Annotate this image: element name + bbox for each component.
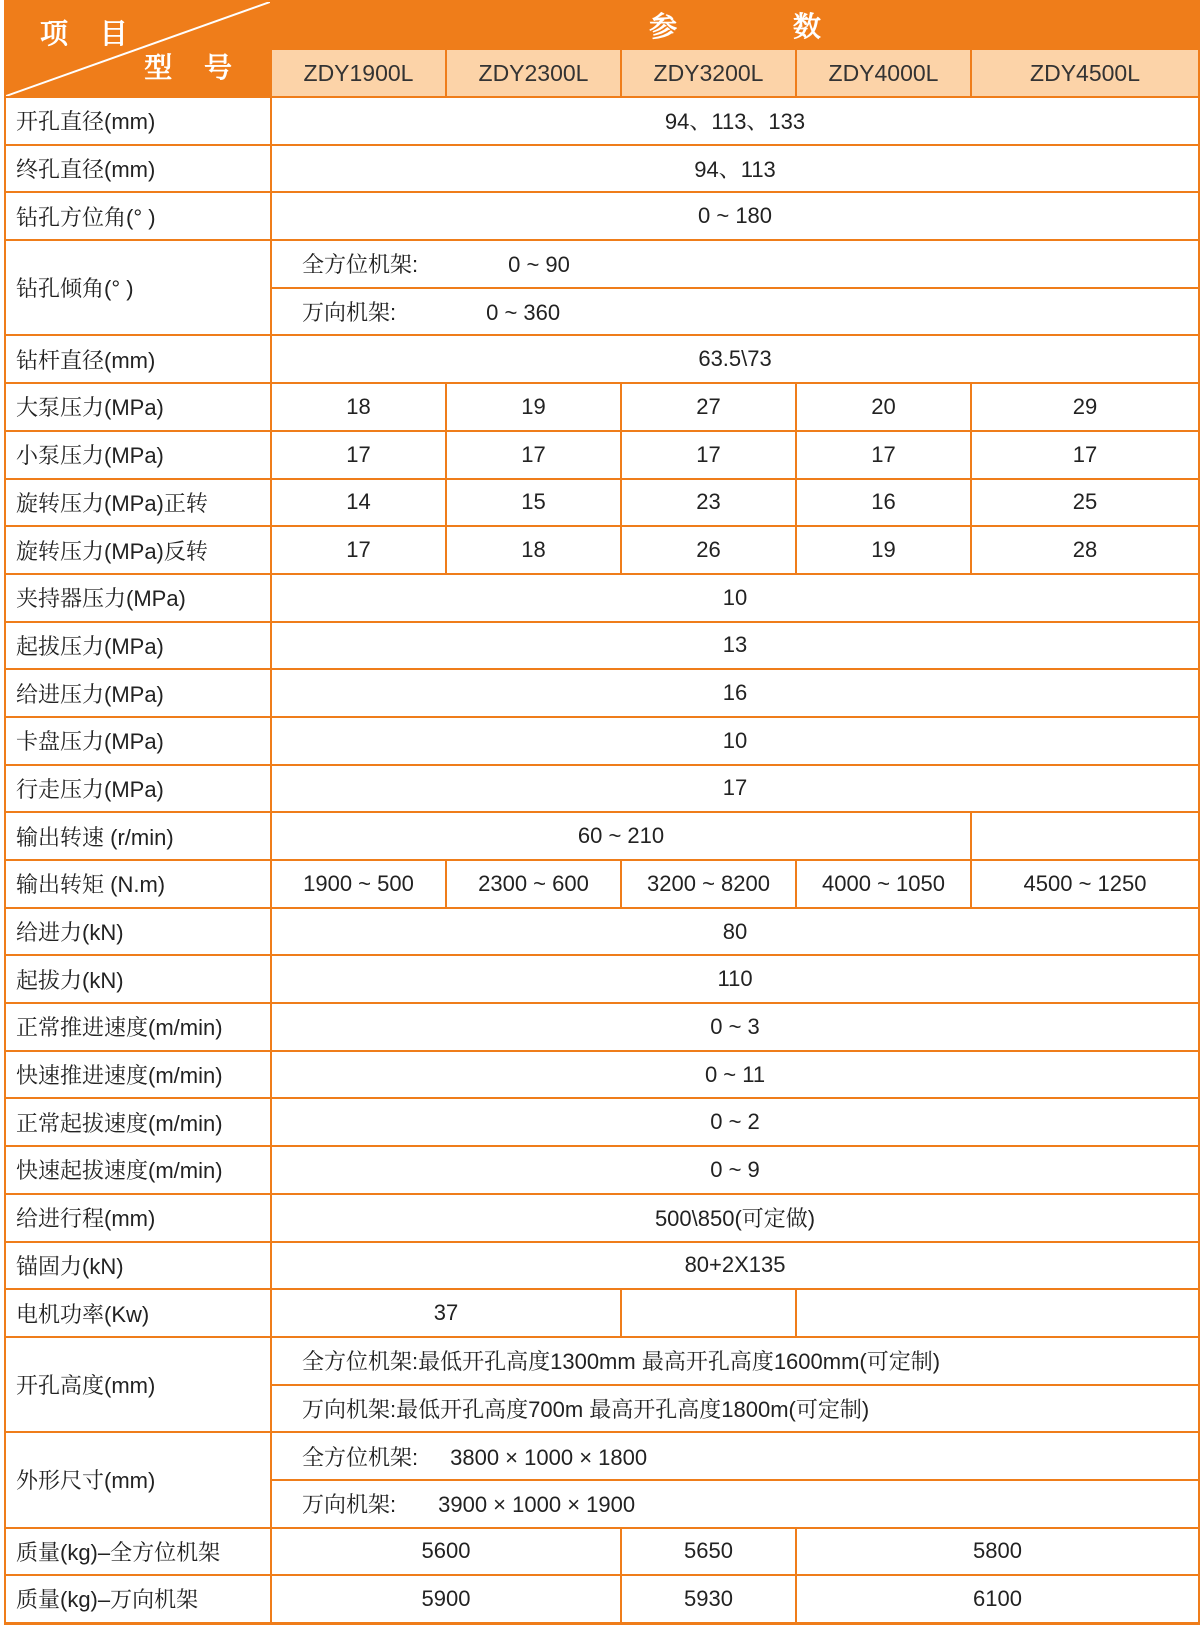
item-label: 项 目 [40, 18, 140, 49]
row-cell: 5800 [796, 1528, 1199, 1576]
model-zdy4500l: ZDY4500L [971, 49, 1199, 97]
row-label: 钻孔倾角(° ) [5, 240, 271, 335]
sub-value: 0 ~ 360 [486, 300, 561, 326]
row-label: 外形尺寸(mm) [5, 1432, 271, 1527]
row-cell: 19 [796, 526, 971, 574]
row-value: 10 [271, 717, 1199, 765]
row-travel-pressure [5, 765, 1199, 813]
row-cell: 19 [446, 383, 621, 431]
row-subvalue [271, 240, 1199, 288]
row-cell: 5930 [621, 1575, 796, 1623]
row-output-speed [5, 812, 1199, 860]
sub-value: 0 ~ 90 [508, 252, 570, 278]
row-value: 94、113 [271, 145, 1199, 193]
row-chuck-pressure [5, 717, 1199, 765]
row-cell: 5600 [271, 1528, 621, 1576]
row-pullout-pressure [5, 622, 1199, 670]
row-label: 终孔直径(mm) [5, 145, 271, 193]
row-subvalue: 全方位机架:最低开孔高度1300mm 最高开孔高度1600mm(可定制) [271, 1337, 1199, 1385]
row-label: 输出转速 (r/min) [5, 812, 271, 860]
row-label: 电机功率(Kw) [5, 1289, 271, 1337]
row-mass-universal [5, 1575, 1199, 1623]
parameter-header: 参 数 [271, 1, 1199, 49]
row-subvalue [271, 1432, 1199, 1480]
row-value: 94、113、133 [271, 97, 1199, 145]
row-cell: 28 [971, 526, 1199, 574]
row-cell: 17 [971, 431, 1199, 479]
row-label: 卡盘压力(MPa) [5, 717, 271, 765]
row-pullout-force [5, 955, 1199, 1003]
row-value: 0 ~ 9 [271, 1146, 1199, 1194]
row-label: 正常起拔速度(m/min) [5, 1098, 271, 1146]
row-dimensions [5, 1432, 1199, 1480]
sub-value: 3900 × 1000 × 1900 [438, 1492, 636, 1518]
row-feed-pressure [5, 669, 1199, 717]
row-value: 0 ~ 3 [271, 1003, 1199, 1051]
row-label: 给进力(kN) [5, 908, 271, 956]
row-azimuth [5, 192, 1199, 240]
row-cell: 4500 ~ 1250 [971, 860, 1199, 908]
row-cell: 23 [621, 479, 796, 527]
row-subvalue [271, 1480, 1199, 1528]
row-feed-stroke [5, 1194, 1199, 1242]
row-cell: 37 [271, 1289, 621, 1337]
row-label: 正常推进速度(m/min) [5, 1003, 271, 1051]
row-value: 110 [271, 955, 1199, 1003]
row-cell: 29 [971, 383, 1199, 431]
row-output-torque [5, 860, 1199, 908]
row-label: 快速推进速度(m/min) [5, 1051, 271, 1099]
row-cell: 14 [271, 479, 446, 527]
row-mass-omni [5, 1528, 1199, 1576]
row-inclination [5, 240, 1199, 288]
row-opening-diameter [5, 97, 1199, 145]
row-label: 质量(kg)–万向机架 [5, 1575, 271, 1623]
row-cell: 18 [271, 383, 446, 431]
row-cell: 17 [796, 431, 971, 479]
row-cell: 5650 [621, 1528, 796, 1576]
row-value: 0 ~ 11 [271, 1051, 1199, 1099]
row-big-pump [5, 383, 1199, 431]
row-value: 0 ~ 180 [271, 192, 1199, 240]
row-cell-empty [796, 1289, 1199, 1337]
row-label: 起拔力(kN) [5, 955, 271, 1003]
row-cell: 2300 ~ 600 [446, 860, 621, 908]
row-value: 16 [271, 669, 1199, 717]
row-cell: 18 [446, 526, 621, 574]
sub-name: 万向机架: [302, 1492, 397, 1518]
row-anchor-force [5, 1242, 1199, 1290]
model-zdy1900l: ZDY1900L [271, 49, 446, 97]
row-cell-empty [971, 812, 1199, 860]
row-rotation-reverse [5, 526, 1199, 574]
model-zdy2300l: ZDY2300L [446, 49, 621, 97]
row-cell: 3200 ~ 8200 [621, 860, 796, 908]
row-value: 80 [271, 908, 1199, 956]
sub-value: 3800 × 1000 × 1800 [450, 1444, 648, 1470]
row-value: 0 ~ 2 [271, 1098, 1199, 1146]
row-feed-force [5, 908, 1199, 956]
row-cell: 25 [971, 479, 1199, 527]
row-cell: 1900 ~ 500 [271, 860, 446, 908]
row-value: 10 [271, 574, 1199, 622]
row-label: 锚固力(kN) [5, 1242, 271, 1290]
row-opening-height [5, 1337, 1199, 1385]
row-cell: 6100 [796, 1575, 1199, 1623]
model-zdy4000l: ZDY4000L [796, 49, 971, 97]
row-label: 质量(kg)–全方位机架 [5, 1528, 271, 1576]
row-value: 500\850(可定做) [271, 1194, 1199, 1242]
row-label: 夹持器压力(MPa) [5, 574, 271, 622]
row-cell: 5900 [271, 1575, 621, 1623]
row-cell: 17 [271, 431, 446, 479]
row-cell: 17 [446, 431, 621, 479]
corner-header-cell [5, 1, 271, 97]
row-cell-empty [621, 1289, 796, 1337]
row-label: 行走压力(MPa) [5, 765, 271, 813]
row-label: 旋转压力(MPa)反转 [5, 526, 271, 574]
row-normal-push-speed [5, 1003, 1199, 1051]
row-label: 开孔高度(mm) [5, 1337, 271, 1432]
row-label: 大泵压力(MPa) [5, 383, 271, 431]
row-cell: 4000 ~ 1050 [796, 860, 971, 908]
row-cell: 20 [796, 383, 971, 431]
row-label: 钻杆直径(mm) [5, 335, 271, 383]
header-row [5, 1, 1199, 49]
row-motor-power [5, 1289, 1199, 1337]
row-gripper-pressure [5, 574, 1199, 622]
row-cell: 16 [796, 479, 971, 527]
row-label: 快速起拔速度(m/min) [5, 1146, 271, 1194]
row-drill-rod [5, 335, 1199, 383]
row-cell: 26 [621, 526, 796, 574]
row-value: 60 ~ 210 [271, 812, 971, 860]
sub-name: 全方位机架: [302, 1444, 419, 1470]
model-zdy3200l: ZDY3200L [621, 49, 796, 97]
row-subvalue [271, 288, 1199, 336]
row-cell: 15 [446, 479, 621, 527]
sub-name: 万向机架: [302, 300, 397, 326]
row-label: 给进行程(mm) [5, 1194, 271, 1242]
row-cell: 27 [621, 383, 796, 431]
row-final-diameter [5, 145, 1199, 193]
row-rotation-forward [5, 479, 1199, 527]
model-label: 型 号 [144, 52, 244, 83]
row-small-pump [5, 431, 1199, 479]
row-value: 63.5\73 [271, 335, 1199, 383]
row-label: 给进压力(MPa) [5, 669, 271, 717]
row-fast-pull-speed [5, 1146, 1199, 1194]
spec-table [4, 0, 1200, 1625]
row-label: 旋转压力(MPa)正转 [5, 479, 271, 527]
row-label: 输出转矩 (N.m) [5, 860, 271, 908]
row-cell: 17 [271, 526, 446, 574]
row-label: 小泵压力(MPa) [5, 431, 271, 479]
row-value: 17 [271, 765, 1199, 813]
row-value: 13 [271, 622, 1199, 670]
row-fast-push-speed [5, 1051, 1199, 1099]
row-normal-pull-speed [5, 1098, 1199, 1146]
row-cell: 17 [621, 431, 796, 479]
row-value: 80+2X135 [271, 1242, 1199, 1290]
sub-name: 全方位机架: [302, 252, 419, 278]
row-subvalue: 万向机架:最低开孔高度700m 最高开孔高度1800m(可定制) [271, 1385, 1199, 1433]
row-label: 钻孔方位角(° ) [5, 192, 271, 240]
row-label: 起拔压力(MPa) [5, 622, 271, 670]
row-label: 开孔直径(mm) [5, 97, 271, 145]
